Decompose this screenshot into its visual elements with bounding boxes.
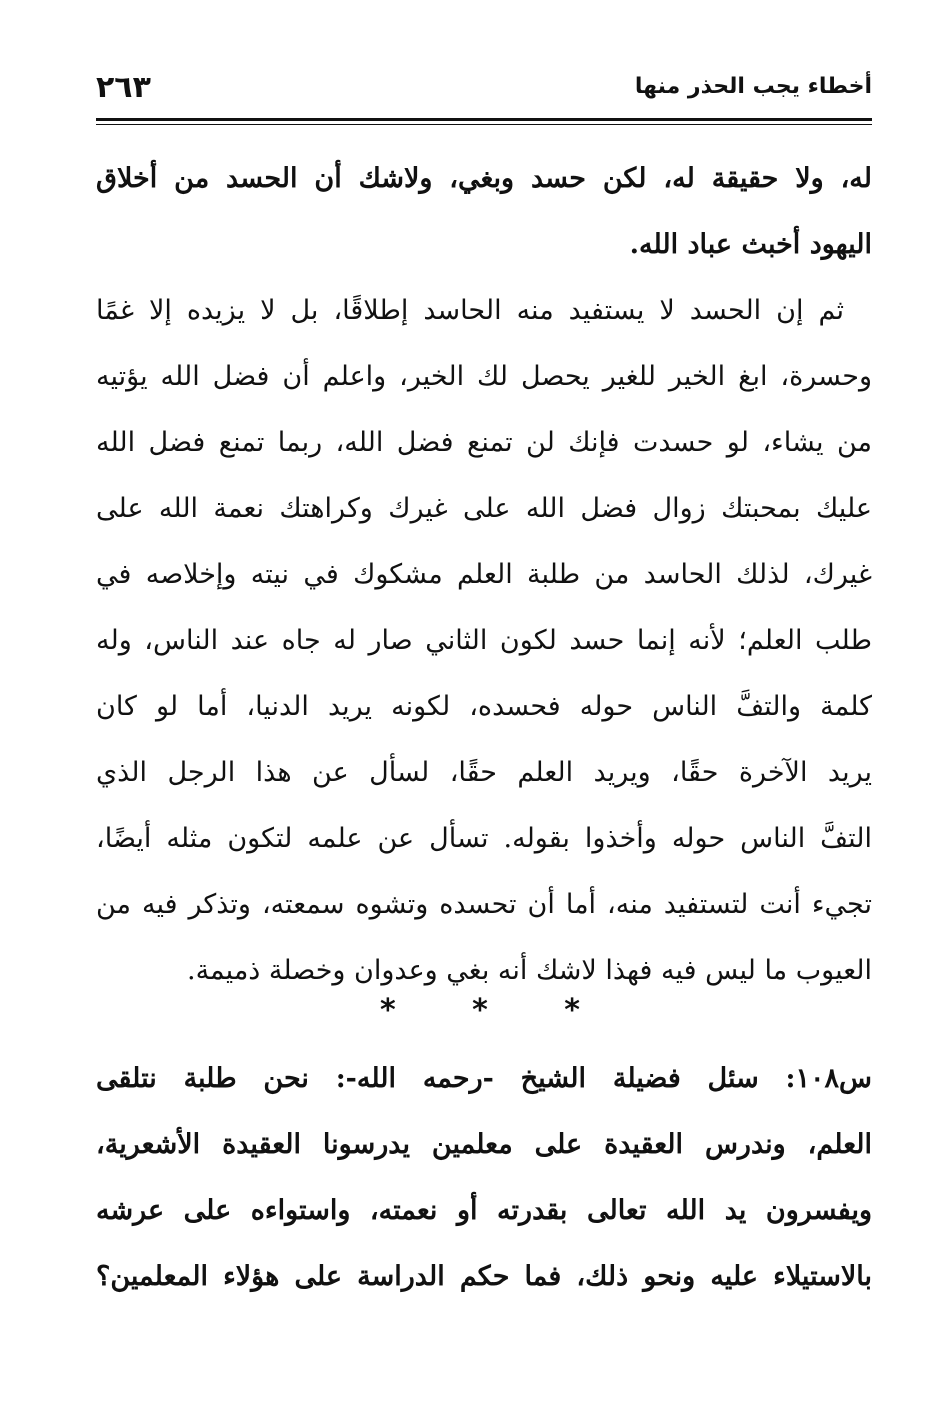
text-line: العيوب ما ليس فيه فهذا لاشك أنه بغي وعدوان وخصلة ذميمة. xyxy=(187,955,872,986)
paragraph-continuation xyxy=(96,146,872,278)
page-number: ٢٦٣ xyxy=(96,70,151,105)
text-line: اليهود أخبث عباد الله. xyxy=(629,229,872,260)
text-line: يريد الآخرة حقًا، ويريد العلم حقًا، لسأل عن هذا الرجل الذي xyxy=(96,757,872,788)
separator-asterisk: * xyxy=(564,992,580,1028)
paragraph-envy xyxy=(96,278,872,1004)
text-line: وحسرة، ابغ الخير للغير يحصل لك الخير، واعلم أن فضل الله يؤتيه xyxy=(96,361,872,392)
text-line: بالاستيلاء عليه ونحو ذلك، فما حكم الدراسة على هؤلاء المعلمين؟ xyxy=(96,1261,872,1292)
question-108 xyxy=(96,1046,872,1310)
text-line: ثم إن الحسد لا يستفيد منه الحاسد إطلاقًا، بل لا يزيده إلا غمًا xyxy=(96,295,844,326)
text-line: تجيء أنت لتستفيد منه، أما أن تحسده وتشوه سمعته، وتذكر فيه من xyxy=(96,889,872,920)
text-line: س١٠٨: سئل فضيلة الشيخ -رحمه الله-: نحن طلبة نتلقى xyxy=(96,1063,872,1094)
text-line: عليك بمحبتك زوال فضل الله على غيرك وكراهتك نعمة الله على xyxy=(96,493,872,524)
separator-asterisk: * xyxy=(380,992,396,1028)
text-line: طلب العلم؛ لأنه إنما حسد لكون الثاني صار له جاه عند الناس، وله xyxy=(96,625,872,656)
text-line: من يشاء، لو حسدت فإنك لن تمنع فضل الله، ربما تمنع فضل الله xyxy=(96,427,872,458)
header-rule xyxy=(96,118,872,121)
text-line: كلمة والتفَّ الناس حوله فحسده، لكونه يريد الدنيا، أما لو كان xyxy=(96,691,872,722)
text-line: العلم، وندرس العقيدة على معلمين يدرسونا العقيدة الأشعرية، xyxy=(96,1129,872,1160)
running-title: أخطاء يجب الحذر منها xyxy=(634,74,872,99)
text-line: ويفسرون يد الله تعالى بقدرته أو نعمته، واستواءه على عرشه xyxy=(96,1195,872,1226)
text-line: التفَّ الناس حوله وأخذوا بقوله. تسأل عن علمه لتكون مثله أيضًا، xyxy=(96,823,872,854)
page-header xyxy=(96,70,872,118)
text-line: له، ولا حقيقة له، لكن حسد وبغي، ولاشك أن الحسد من أخلاق xyxy=(96,163,872,194)
text-line: غيرك، لذلك الحاسد من طلبة العلم مشكوك في نيته وإخلاصه في xyxy=(96,559,872,590)
separator-asterisk: * xyxy=(472,992,488,1028)
section-separator xyxy=(380,990,580,1030)
header-rule-thin xyxy=(96,124,872,125)
